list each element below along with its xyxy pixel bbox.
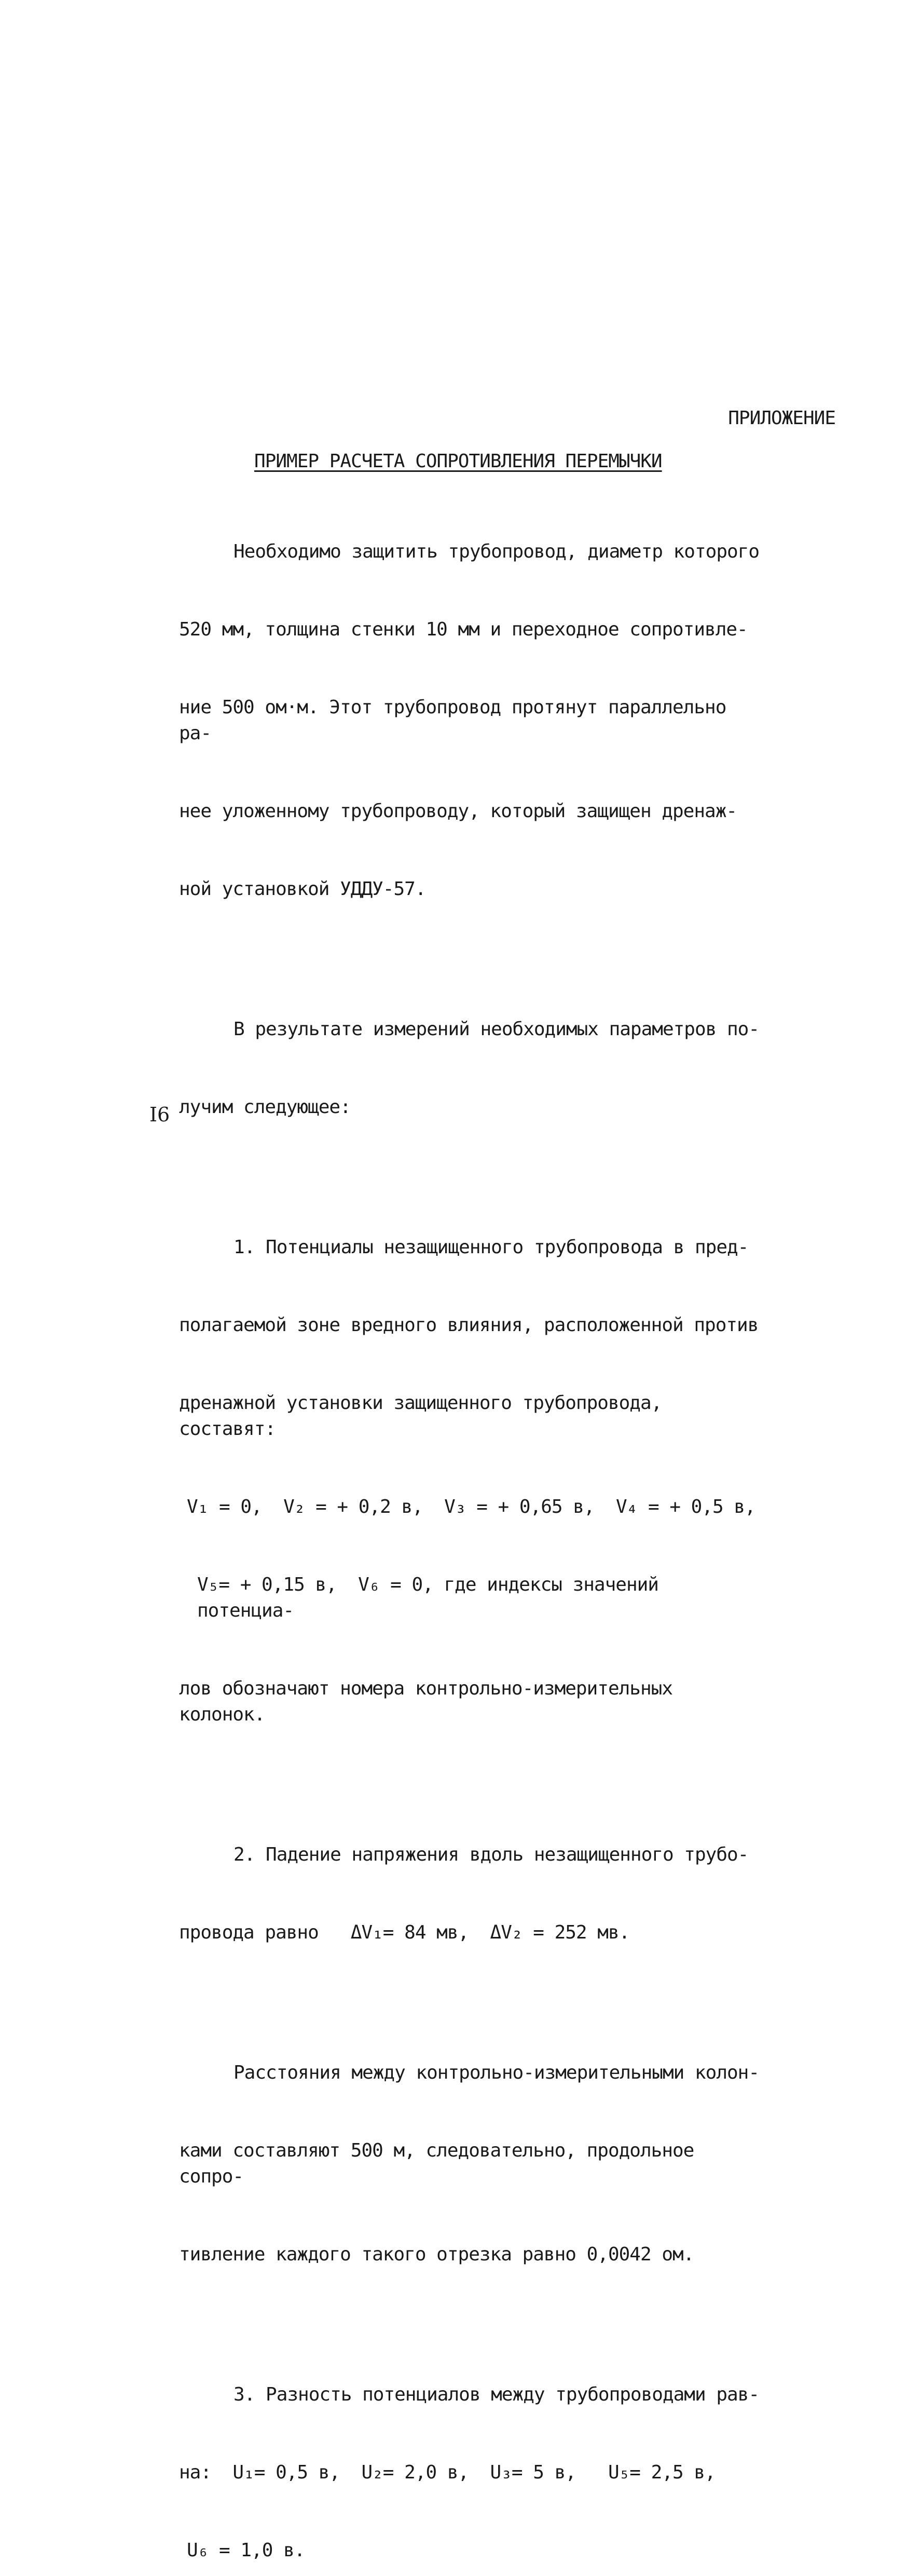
text-line: Расстояния между контрольно-измерительными колон- <box>233 2062 760 2083</box>
paragraph-distances <box>179 2008 765 2320</box>
text-line: тивление каждого такого отрезка равно 0,0042 ом. <box>179 2244 694 2265</box>
text-line: ками составляют 500 м, следовательно, продольное сопро- <box>179 2140 705 2187</box>
page-title: ПРИМЕР РАСЧЕТА СОПРОТИВЛЕНИЯ ПЕРЕМЫЧКИ <box>254 451 662 472</box>
formula-line: V₁ = 0, V₂ = + 0,2 в, V₃ = + 0,65 в, V₄ = + 0,5 в, <box>187 1496 755 1517</box>
formula-line: провода равно ΔV₁= 84 мв, ΔV₂ = 252 мв. <box>179 1922 630 1943</box>
text-line: дренажной установки защищенного трубопровода, составят: <box>179 1392 673 1440</box>
text-line: лов обозначают номера контрольно-измерительных колонок. <box>179 1678 683 1725</box>
text-line: лучим следующее: <box>179 1096 351 1118</box>
text-line: Необходимо защитить трубопровод, диаметр которого <box>233 541 760 562</box>
text-line: 520 мм, толщина стенки 10 мм и переходное сопротивле- <box>179 619 748 640</box>
list-item-potentials <box>179 1183 765 1780</box>
appendix-label: ПРИЛОЖЕНИЕ <box>728 408 835 429</box>
formula-line: U₆ = 1,0 в. <box>187 2540 305 2561</box>
text-line: 1. Потенциалы незащищенного трубопровода в пред- <box>233 1237 749 1258</box>
formula-line: V₅= + 0,15 в, V₆ = 0, где индексы значений потенциа- <box>197 1574 669 1621</box>
paragraph-intro <box>179 487 765 954</box>
text-line: полагаемой зоне вредного влияния, расположенной против <box>179 1314 759 1336</box>
text-line: В результате измерений необходимых параметров по- <box>233 1019 760 1040</box>
text-line: 3. Разность потенциалов между трубопроводами рав- <box>233 2384 760 2405</box>
page-number: I6 <box>149 1103 170 1126</box>
text-line: нее уложенному трубопроводу, который защищен дренаж- <box>179 801 737 822</box>
document-body <box>179 487 765 2576</box>
list-item-potential-difference <box>179 2330 765 2576</box>
text-line: 2. Падение напряжения вдоль незащищенного трубо- <box>233 1844 749 1865</box>
paragraph-results <box>179 965 765 1172</box>
list-item-voltage-drop <box>179 1790 765 1998</box>
text-line: ние 500 ом·м. Этот трубопровод протянут параллельно ра- <box>179 697 737 744</box>
text-line: ной установкой УДДУ-57. <box>179 878 426 900</box>
formula-line: на: U₁= 0,5 в, U₂= 2,0 в, U₃= 5 в, U₅= 2,5 в, <box>179 2462 716 2483</box>
